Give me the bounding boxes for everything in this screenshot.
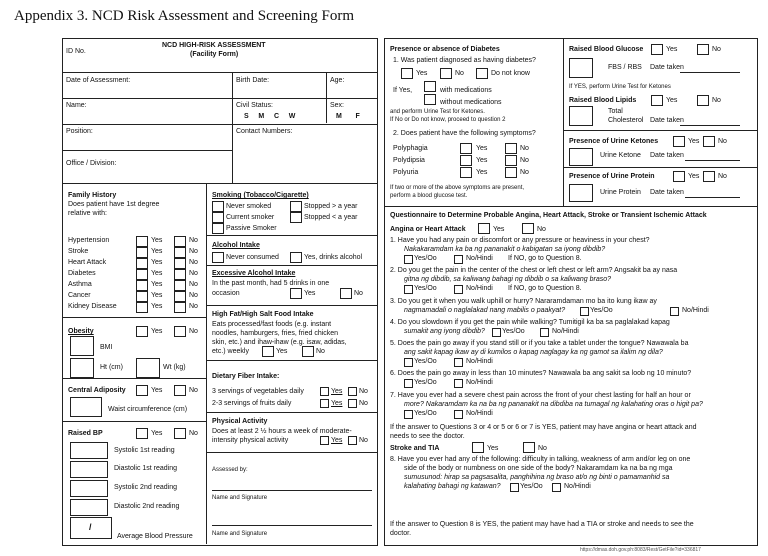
q2-no-checkbox[interactable] [454,285,463,294]
symptom-label: Polyuria [393,169,419,176]
question-5: 5. Does the pain go away if you stand still or if you take a tablet under the tongue? Nawawala ba [390,340,689,347]
yes-label: Yes [688,173,700,180]
symptom-yes-checkbox[interactable] [460,155,472,166]
fbs-label: FBS / RBS [608,64,642,71]
yes-label: Yes [276,348,288,355]
no-label: No [538,445,547,452]
systolic-1-label: Systolic 1st reading [114,447,175,454]
no-label: No [537,226,546,233]
yes-label: Yes [666,97,678,104]
average-bp-label: Average Blood Pressure [117,533,193,540]
family-no-checkbox[interactable] [174,280,186,291]
footer-url: https://dmas.doh.gov.ph:8083/Rest/GetFile?id=336817 [580,547,701,553]
birth-date-label: Birth Date: [236,77,270,84]
without-medications-checkbox[interactable] [424,94,436,105]
family-yes-checkbox[interactable] [136,302,148,313]
question-4: 4. Do you slowdown if you get the pain while walking? Tumitigil ka ba sa paglalakad kapag [390,319,670,326]
with-medications-checkbox[interactable] [424,81,436,92]
obesity-no-checkbox[interactable] [174,326,186,337]
yes-oo-label: Yes/Oo [590,307,613,314]
no-label: No [189,303,198,310]
no-label: No [189,248,198,255]
without-medications-label: without medications [440,99,502,106]
q4-yes-checkbox[interactable] [492,328,501,337]
angina-result-note-2: needs to see the doctor. [390,433,465,440]
excessive-alcohol-question-2: occasion [212,290,240,297]
yes-oo-label: Yes/Oo [520,483,543,490]
central-adiposity-title: Central Adiposity [68,387,126,394]
question-8: 8. Have you ever had any of the following: difficulty in talking, weakness of arm and/or leg on one [390,456,691,463]
ketones-yes-checkbox[interactable] [673,136,685,147]
fat-salt-yes-checkbox[interactable] [262,346,274,357]
stroke-result-note-2: doctor. [390,530,412,537]
stopped-gt-year-label: Stopped > a year [304,203,358,210]
raised-blood-lipids-title: Raised Blood Lipids [569,97,637,104]
name-and-signature-label: Name and Signature [212,495,268,501]
bmi-label: BMI [100,344,113,351]
question-5-tagalog: ang sakit kapag ikaw ay di kumilos o kapag naglagay ka ng gamot sa ilalim ng dila? [404,349,663,356]
question-8-line-2: side of the body or numbness on one side of the body? Nakaramdam ka na ba ng mga [404,465,673,472]
q7-no-checkbox[interactable] [454,410,463,419]
angina-no-checkbox[interactable] [522,223,534,234]
question-8-tagalog: sumusunod: hirap sa pagsasalita, panghihina ng braso at/o ng binti o pamamanhid sa [404,474,670,481]
question-7: 7. Have you ever had a severe chest pain across the front of your chest lasting for half an hour or [390,392,691,399]
passive-smoker-label: Passive Smoker [226,225,277,232]
fat-salt-title: High Fat/High Salt Food Intake [212,311,314,318]
yes-label: Yes [151,237,163,244]
yes-label: Yes [476,145,488,152]
systolic-2-field[interactable] [70,480,108,497]
symptom-yes-checkbox[interactable] [460,167,472,178]
obesity-title: Obesity [68,328,94,335]
urine-protein-label: Urine Protein [600,189,641,196]
no-hindi-label: No/Hindi [466,285,493,292]
goto-q8-note: If NO, go to Question 8. [508,255,582,262]
glucose-yes-checkbox[interactable] [651,44,663,55]
passive-smoker-checkbox[interactable] [212,223,224,234]
sex-options[interactable]: M F [336,113,360,120]
angina-questionnaire-title: Questionnaire to Determine Probable Angina, Heart Attack, Stroke or Transient Ischemic Attack [390,212,707,219]
civil-status-options[interactable]: S M C W [244,113,296,120]
yes-oo-label: Yes/Oo [502,328,525,335]
page-title: Appendix 3. NCD Risk Assessment and Screening Form [14,8,354,24]
excessive-no-checkbox[interactable] [340,288,352,299]
bmi-field[interactable] [70,336,94,356]
q4-no-checkbox[interactable] [540,328,549,337]
no-hindi-label: No/Hindi [466,255,493,262]
fruits-no-checkbox[interactable] [348,399,357,408]
family-no-checkbox[interactable] [174,258,186,269]
fat-salt-no-checkbox[interactable] [302,346,314,357]
with-medications-label: with medications [440,87,492,94]
symptom-label: Polydipsia [393,157,425,164]
q5-yes-checkbox[interactable] [404,358,413,367]
family-item-label: Asthma [68,281,92,288]
bp-no-checkbox[interactable] [174,428,186,439]
stopped-lt-year-label: Stopped < a year [304,214,358,221]
no-hindi-label: No/Hindi [466,410,493,417]
q8-no-checkbox[interactable] [552,483,561,492]
height-field[interactable] [70,358,94,378]
office-division-label: Office / Division: [66,160,117,167]
question-1: 1. Have you had any pain or discomfort or any pressure or heaviness in your chest? [390,237,650,244]
no-label: No [359,388,368,395]
urine-ketones-title: Presence of Urine Ketones [569,138,659,145]
symptom-label: Polyphagia [393,145,428,152]
glucose-note: If YES, perform Urine Test for Ketones [569,84,671,90]
vegetables-no-checkbox[interactable] [348,387,357,396]
activity-yes-checkbox[interactable] [320,436,329,445]
yes-oo-label: Yes/Oo [414,255,437,262]
weight-label: Wt (kg) [163,364,186,371]
never-smoked-checkbox[interactable] [212,201,224,212]
no-label: No [712,46,721,53]
yes-label: Yes [476,169,488,176]
diabetes-note-glucose: perform a blood glucose test. [390,193,468,199]
yes-label: Yes [151,248,163,255]
angina-result-note: If the answer to Questions 3 or 4 or 5 or 6 or 7 is YES, patient may have angina or heart attack and [390,424,697,431]
glucose-no-checkbox[interactable] [697,44,709,55]
family-history-question-2: relative with: [68,210,107,217]
family-no-checkbox[interactable] [174,291,186,302]
waist-circumference-field[interactable] [70,397,102,417]
stopped-lt-year-checkbox[interactable] [290,212,302,223]
diastolic-2-label: Diastolic 2nd reading [114,503,180,510]
yes-oo-label: Yes/Oo [414,379,437,386]
fat-salt-line-2: noodles, hamburgers, fries, fried chicken [212,330,339,337]
family-item-label: Diabetes [68,270,96,277]
q1-no-checkbox[interactable] [454,255,463,264]
obesity-yes-checkbox[interactable] [136,326,148,337]
family-item-label: Cancer [68,292,91,299]
stopped-gt-year-checkbox[interactable] [290,201,302,212]
ketones-no-checkbox[interactable] [703,136,715,147]
question-2: 2. Do you get the pain in the center of the chest or left chest or left arm? Angsakit ba ay nasa [390,267,678,274]
stroke-yes-checkbox[interactable] [472,442,484,453]
question-7-tagalog: more? Nakaramdam ka na ba ng pananakit na dibdiba na tumagal ng kalahating oras o higit pa? [404,401,703,408]
yes-label: Yes [331,437,343,444]
physical-activity-title: Physical Activity [212,418,268,425]
no-label: No [520,157,529,164]
family-yes-checkbox[interactable] [136,258,148,269]
fat-salt-line-1: Eats processed/fast foods (e.g. instant [212,321,332,328]
yes-label: Yes [151,387,163,394]
urine-ketone-field[interactable] [569,148,593,166]
smoking-title: Smoking (Tobacco/Cigarette) [212,192,309,199]
symptom-no-checkbox[interactable] [505,167,517,178]
excessive-alcohol-question: In the past month, had 5 drinks in one [212,280,330,287]
q5-no-checkbox[interactable] [454,358,463,367]
date-taken-label: Date taken [650,189,684,196]
date-taken-label: Date taken [650,117,684,124]
no-label: No [189,292,198,299]
dietary-fiber-title: Dietary Fiber Intake: [212,373,280,380]
vegetables-yes-checkbox[interactable] [320,387,329,396]
position-label: Position: [66,128,93,135]
family-item-label: Hypertension [68,237,110,244]
lipids-yes-checkbox[interactable] [651,95,663,106]
yes-label: Yes [331,400,343,407]
question-2-tagalog: gitna ng dibdib, sa kaliwang bahagi ng dibdib o sa kaliwang braso? [404,276,612,283]
no-label: No [354,290,363,297]
protein-yes-checkbox[interactable] [673,171,685,182]
question-8-tagalog-2: kalahating bahagi ng katawan? [404,483,501,490]
adiposity-no-checkbox[interactable] [174,385,186,396]
yes-label: Yes [493,226,505,233]
do-not-know-label: Do not know [491,70,530,77]
question-1-tagalog: Nakakaramdam ka ba ng pananakit o kabigatan sa iyong dibdib? [404,246,606,253]
diabetes-note-proceed: If No or Do not know, proceed to question 2 [390,117,506,123]
bp-slash: / [89,522,92,532]
protein-no-checkbox[interactable] [703,171,715,182]
urine-protein-field[interactable] [569,184,593,202]
cholesterol-field[interactable] [569,106,593,126]
no-label: No [712,97,721,104]
weight-field[interactable] [136,358,160,378]
age-label: Age: [330,77,345,84]
never-smoked-label: Never smoked [226,203,272,210]
signature-line[interactable] [212,490,372,491]
q1-yes-checkbox[interactable] [404,255,413,264]
angina-subtitle: Angina or Heart Attack [390,226,466,233]
q2-yes-checkbox[interactable] [404,285,413,294]
civil-status-label: Civil Status: [236,102,273,109]
family-yes-checkbox[interactable] [136,280,148,291]
bp-yes-checkbox[interactable] [136,428,148,439]
urine-ketone-label: Urine Ketone [600,152,641,159]
family-no-checkbox[interactable] [174,269,186,280]
no-label: No [189,270,198,277]
family-yes-checkbox[interactable] [136,247,148,258]
sex-label: Sex: [330,102,345,109]
excessive-alcohol-title: Excessive Alcohol Intake [212,270,296,277]
q8-yes-checkbox[interactable] [510,483,519,492]
no-label: No [189,259,198,266]
fruits-yes-checkbox[interactable] [320,399,329,408]
diabetes-note-ketones: and perform Urine Test for Ketones. [390,109,485,115]
no-label: No [455,70,464,77]
no-label: No [189,281,198,288]
q3-no-checkbox[interactable] [670,307,679,316]
physical-activity-question-2: intensity physical activity [212,437,289,444]
current-smoker-label: Current smoker [226,214,275,221]
question-3-tagalog: nagmamadali o naglalakad nang mabilis o paakyat? [404,307,566,314]
family-no-checkbox[interactable] [174,236,186,247]
vegetables-label: 3 servings of vegetables daily [212,388,304,395]
diabetes-note-symptoms: If two or more of the above symptoms are present, [390,185,525,191]
question-6: 6. Does the pain go away in less than 10 minutes? Nawawala ba ang sakit sa loob ng 10 minuto? [390,370,692,377]
no-hindi-label: No/Hindi [552,328,579,335]
question-4-tagalog: sumakit ang iyong dibdib? [404,328,485,335]
height-label: Ht (cm) [100,364,123,371]
yes-label: Yes [476,157,488,164]
alcohol-intake-title: Alcohol Intake [212,242,260,249]
goto-q8-note: If NO, go to Question 8. [508,285,582,292]
assessed-by-label: Assessed by: [212,467,248,473]
stroke-tia-title: Stroke and TIA [390,445,440,452]
diastolic-2-field[interactable] [70,499,108,516]
stroke-result-note: If the answer to Question 8 is YES, the patient may have had a TIA or stroke and needs to see the [390,521,694,528]
question-3: 3. Do you get it when you walk uphill or hurry? Nararamdaman mo ba ito kung ikaw ay [390,298,657,305]
diabetes-yes-checkbox[interactable] [401,68,413,79]
activity-no-checkbox[interactable] [348,436,357,445]
date-of-assessment-label: Date of Assessment: [66,77,131,84]
no-hindi-label: No/Hindi [466,379,493,386]
yes-label: Yes [688,138,700,145]
diabetes-no-checkbox[interactable] [440,68,452,79]
yes-label: Yes [151,292,163,299]
yes-oo-label: Yes/Oo [414,410,437,417]
yes-label: Yes [416,70,428,77]
family-no-checkbox[interactable] [174,302,186,313]
family-yes-checkbox[interactable] [136,236,148,247]
q3-yes-checkbox[interactable] [580,307,589,316]
yes-label: Yes [151,281,163,288]
no-label: No [316,348,325,355]
diabetes-title: Presence or absence of Diabetes [390,46,500,53]
yes-label: Yes [666,46,678,53]
yes-label: Yes [151,328,163,335]
family-history-question: Does patient have 1st degree [68,201,160,208]
no-label: No [189,430,198,437]
diabetes-dnk-checkbox[interactable] [476,68,488,79]
signature-line[interactable] [212,525,372,526]
never-consumed-checkbox[interactable] [212,252,224,263]
symptom-yes-checkbox[interactable] [460,143,472,154]
yes-label: Yes [151,270,163,277]
family-item-label: Kidney Disease [68,303,117,310]
symptom-no-checkbox[interactable] [505,143,517,154]
cholesterol-label: Cholesterol [608,117,644,124]
contact-numbers-label: Contact Numbers: [236,128,293,135]
current-smoker-checkbox[interactable] [212,212,224,223]
symptom-no-checkbox[interactable] [505,155,517,166]
no-label: No [520,145,529,152]
yes-label: Yes [304,290,316,297]
q6-yes-checkbox[interactable] [404,379,413,388]
yes-oo-label: Yes/Oo [414,358,437,365]
raised-bp-title: Raised BP [68,430,103,437]
no-hindi-label: No/Hindi [564,483,591,490]
no-hindi-label: No/Hindi [466,358,493,365]
systolic-2-label: Systolic 2nd reading [114,484,178,491]
never-consumed-label: Never consumed [226,254,279,261]
fat-salt-line-3: skin, etc.) and ihaw-ihaw (e.g. isaw, adidas, [212,339,347,346]
yes-label: Yes [331,388,343,395]
drinks-alcohol-label: Yes, drinks alcohol [304,254,363,261]
family-history-title: Family History [68,192,117,199]
excessive-yes-checkbox[interactable] [290,288,302,299]
family-yes-checkbox[interactable] [136,269,148,280]
fbs-field[interactable] [569,58,593,78]
lipids-no-checkbox[interactable] [697,95,709,106]
yes-label: Yes [487,445,499,452]
yes-label: Yes [151,259,163,266]
fat-salt-line-4: etc.) weekly [212,348,249,355]
diastolic-1-label: Diastolic 1st reading [114,465,178,472]
diastolic-1-field[interactable] [70,461,108,478]
no-label: No [189,237,198,244]
waist-label: Waist circumference (cm) [108,406,188,413]
family-item-label: Heart Attack [68,259,107,266]
date-taken-label: Date taken [650,152,684,159]
no-label: No [359,400,368,407]
yes-oo-label: Yes/Oo [414,285,437,292]
diabetes-question-1: 1. Was patient diagnosed as having diabetes? [393,57,536,64]
no-label: No [359,437,368,444]
date-taken-label: Date taken [650,64,684,71]
systolic-1-field[interactable] [70,442,108,459]
no-label: No [520,169,529,176]
stroke-no-checkbox[interactable] [523,442,535,453]
q6-no-checkbox[interactable] [454,379,463,388]
adiposity-yes-checkbox[interactable] [136,385,148,396]
yes-label: Yes [151,430,163,437]
form-title: NCD HIGH-RISK ASSESSMENT [162,42,266,49]
name-label: Name: [66,102,87,109]
no-hindi-label: No/Hindi [682,307,709,314]
no-label: No [718,138,727,145]
name-and-signature-label: Name and Signature [212,531,268,537]
total-label: Total [608,108,623,115]
family-item-label: Stroke [68,248,89,255]
angina-yes-checkbox[interactable] [478,223,490,234]
fruits-label: 2-3 servings of fruits daily [212,400,292,407]
if-yes-label: If Yes, [393,87,413,94]
urine-protein-title: Presence of Urine Protein [569,173,655,180]
yes-label: Yes [151,303,163,310]
physical-activity-question: Does at least 2 ½ hours a week of moderate- [212,428,352,435]
q7-yes-checkbox[interactable] [404,410,413,419]
diabetes-question-2: 2. Does patient have the following symptoms? [393,130,536,137]
id-no-label: ID No. [66,48,86,55]
form-subtitle: (Facility Form) [190,51,239,58]
raised-blood-glucose-title: Raised Blood Glucose [569,46,644,53]
family-no-checkbox[interactable] [174,247,186,258]
no-label: No [189,387,198,394]
family-yes-checkbox[interactable] [136,291,148,302]
no-label: No [718,173,727,180]
drinks-alcohol-checkbox[interactable] [290,252,302,263]
no-label: No [189,328,198,335]
